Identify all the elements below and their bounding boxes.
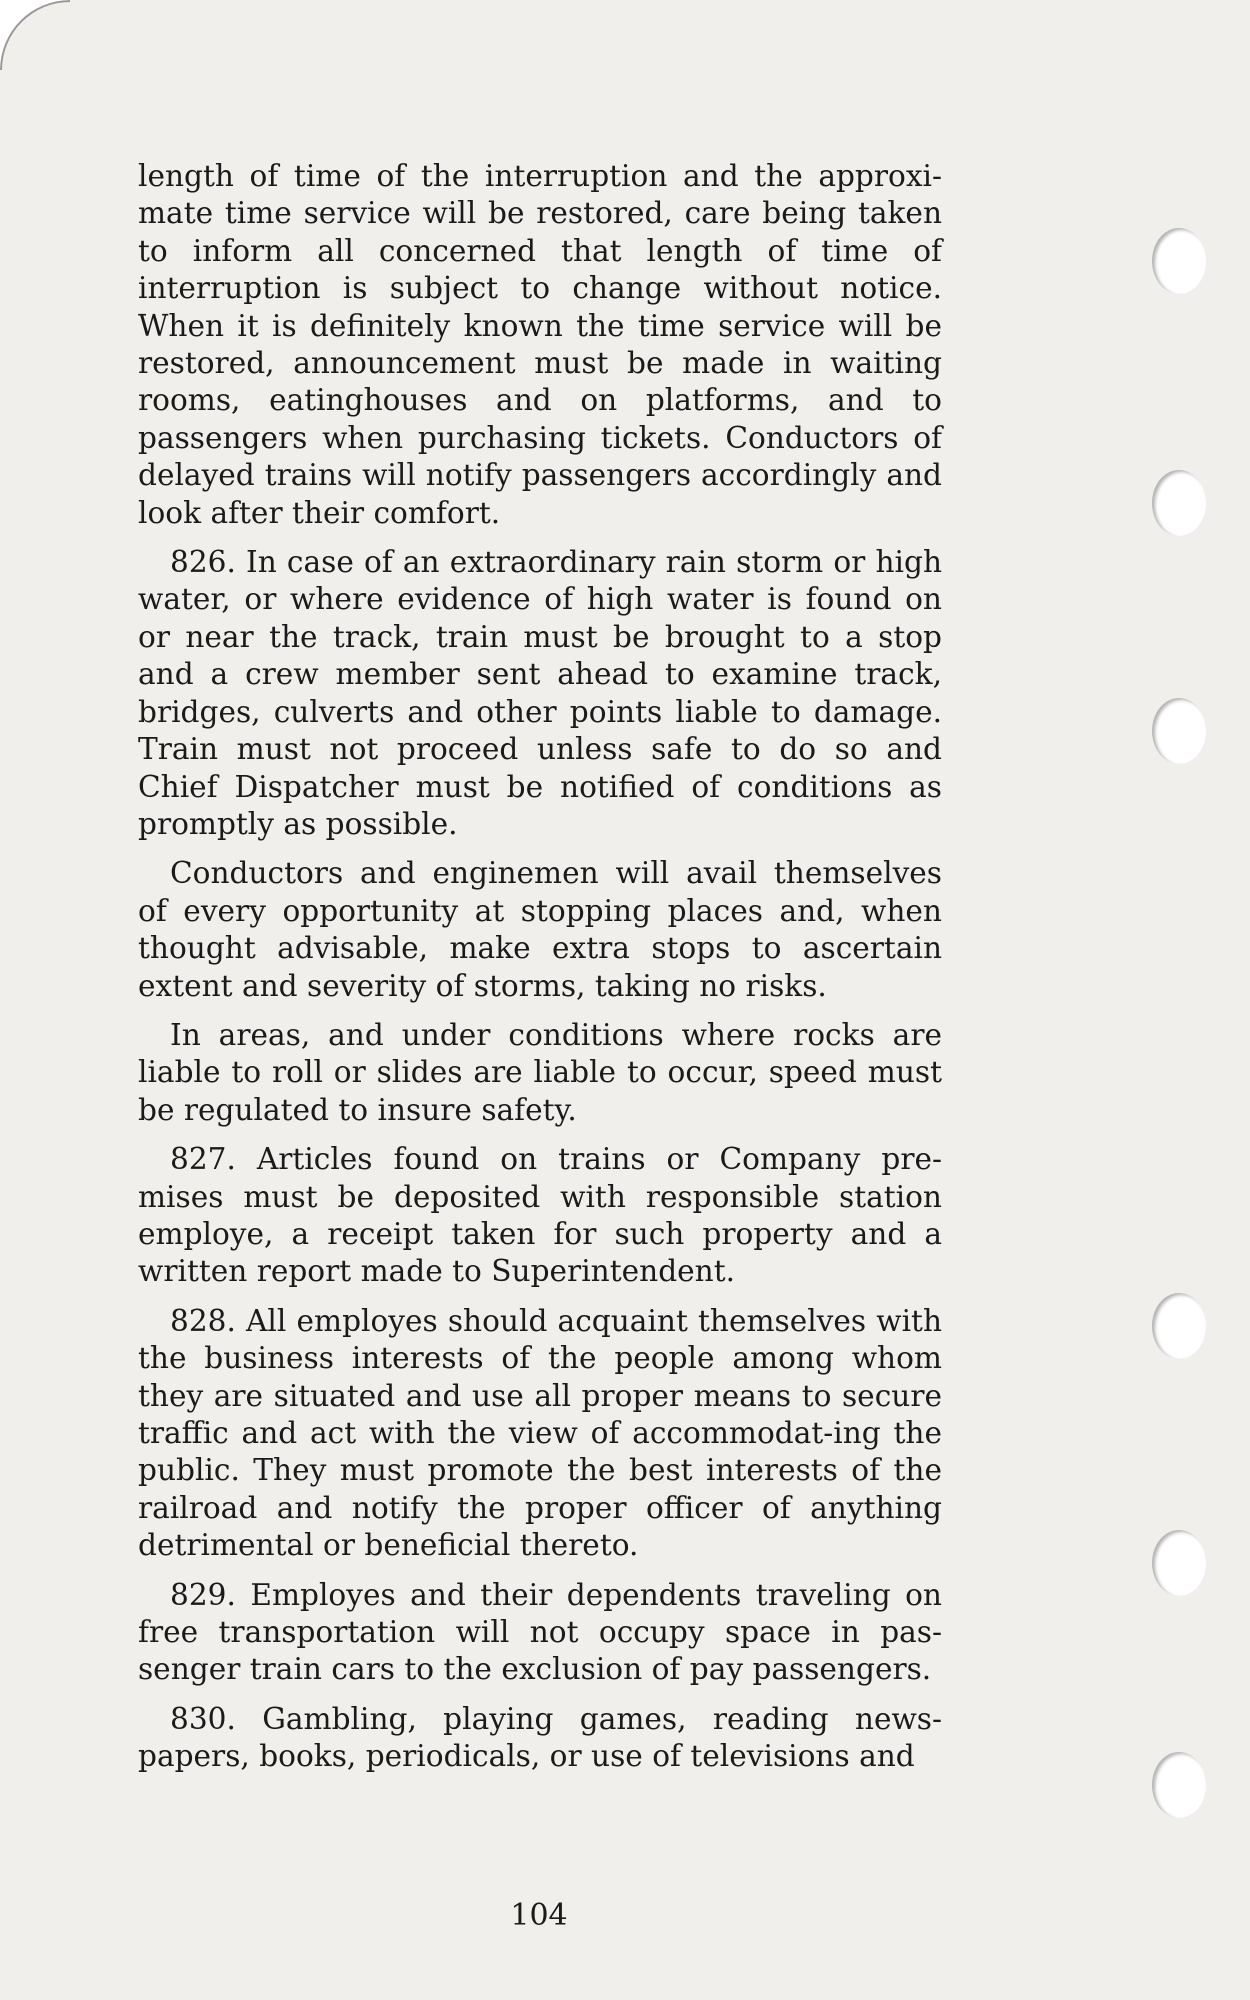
- paragraph-830: 830. Gambling, playing games, reading news-papers, books, periodicals, or use of televisions and: [138, 1701, 942, 1774]
- page-body: [138, 158, 942, 1788]
- paragraph-826: 826. In case of an extraordinary rain storm or high water, or where evidence of high water is found on or near the track, train must be brought to a stop and a crew member sent ahead to examine track, bridges, culverts and other points liable to damage. Train must not proceed unless safe to do so and Chief Dispatcher must be notified of conditions as promptly as possible.: [138, 545, 942, 841]
- paragraph-828: 828. All employes should acquaint themselves with the business interests of the people among whom they are situated and use all proper means to secure traffic and act with the view of accommodat-ing the public. They must promote the best interests of the railroad and notify the proper officer of anything detrimental or beneficial thereto.: [138, 1303, 942, 1563]
- binder-hole-4: [1152, 1293, 1206, 1359]
- binder-hole-6: [1152, 1752, 1206, 1818]
- paragraph-storm-observation: Conductors and enginemen will avail themselves of every opportunity at stopping places and, when thought advisable, make extra stops to ascertain extent and severity of storms, taking no risks.: [138, 856, 942, 1003]
- paragraph-829: 829. Employes and their dependents traveling on free transportation will not occupy space in pas-senger train cars to the exclusion of pay passengers.: [138, 1577, 942, 1687]
- binder-hole-1: [1152, 228, 1206, 294]
- binder-hole-3: [1152, 698, 1206, 764]
- binder-hole-5: [1152, 1530, 1206, 1596]
- page-corner: [0, 0, 70, 70]
- paragraph-rock-slides: In areas, and under conditions where rocks are liable to roll or slides are liable to occur, speed must be regulated to insure safety.: [138, 1017, 942, 1127]
- page-number: 104: [510, 1898, 568, 1933]
- binder-hole-2: [1152, 470, 1206, 536]
- paragraph-continuation: length of time of the interruption and the approxi-mate time service will be restored, care being taken to inform all concerned that length of time of interruption is subject to change without notice. When it is definitely known the time service will be restored, announcement must be made in waiting rooms, eatinghouses and on platforms, and to passengers when purchasing tickets. Conductors of delayed trains will notify passengers accordingly and look after their comfort.: [138, 159, 942, 530]
- paragraph-827: 827. Articles found on trains or Company pre-mises must be deposited with responsible station employe, a receipt taken for such property and a written report made to Superintendent.: [138, 1142, 942, 1289]
